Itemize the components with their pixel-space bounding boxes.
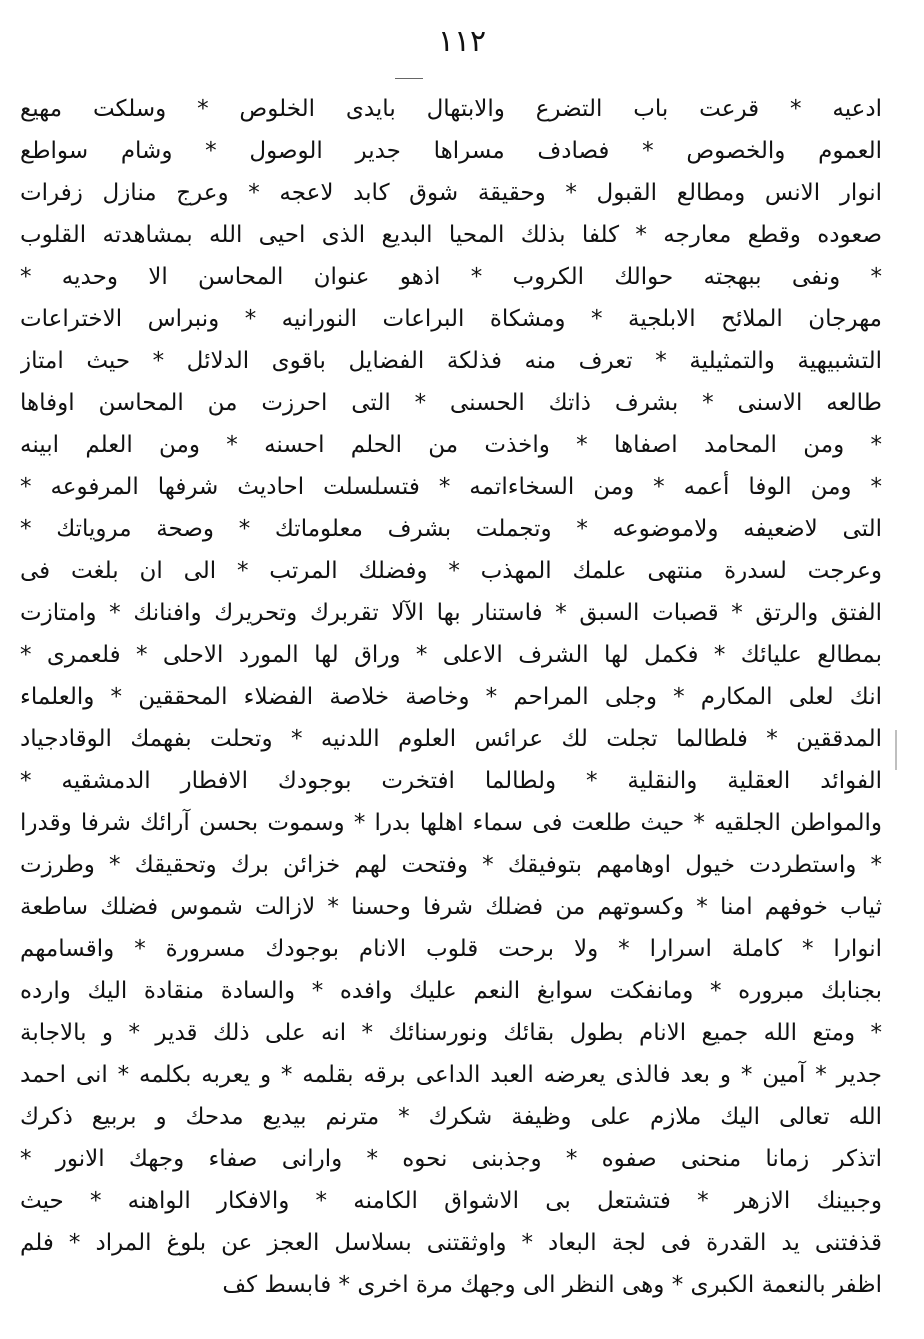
text-line: انوار الانس ومطالع القبول * وحقيقة شوق كابد لاعجه * وعرج منازل زفرات: [20, 180, 882, 206]
text-line: * ومتع الله جميع الانام بطول بقائك ونورسنائك * انه على ذلك قدير * و بالاجابة: [20, 1020, 882, 1046]
text-line: العموم والخصوص * فصادف مسراها جدير الوصول * وشام سواطع: [20, 138, 882, 164]
text-line: * ومن المحامد اصفاها * واخذت من الحلم احسنه * ومن العلم ابينه: [20, 432, 882, 458]
text-line: بمطالع عليائك * فكمل لها الشرف الاعلى * وراق لها المورد الاحلى * فلعمرى *: [20, 642, 882, 668]
text-line: التشبيهية والتمثيلية * تعرف منه فذلكة الفضايل باقوى الدلائل * حيث امتاز: [20, 348, 882, 374]
text-line: ثياب خوفهم امنا * وكسوتهم من فضلك شرفا وحسنا * لازالت شموس فضلك ساطعة: [20, 894, 882, 920]
text-line: الله تعالى اليك ملازم على وظيفة شكرك * مترنم بيديع مدحك و بربيع ذكرك: [20, 1104, 882, 1130]
margin-mark: [895, 730, 897, 770]
text-line: وعرجت لسدرة منتهى علمك المهذب * وفضلك المرتب * الى ان بلغت فى: [20, 558, 882, 584]
text-line: ادعيه * قرعت باب التضرع والابتهال بايدى الخلوص * وسلكت مهيع: [20, 96, 882, 122]
text-line: والمواطن الجلقيه * حيث طلعت فى سماء اهلها بدرا * وسموت بحسن آرائك شرفا وقدرا: [20, 810, 882, 836]
text-line: * ومن الوفا أعمه * ومن السخاءاتمه * فتسلسلت احاديث شرفها المرفوعه *: [20, 474, 882, 500]
text-line: وجبينك الازهر * فتشتعل بى الاشواق الكامنه * والافكار الواهنه * حيث: [20, 1188, 882, 1214]
text-line: مهرجان الملائح الابلجية * ومشكاة البراعات النورانيه * ونبراس الاختراعات: [20, 306, 882, 332]
text-line: الفتق والرتق * قصبات السبق * فاستنار بها الآلا تقربرك وتحريرك وافنانك * وامتازت: [20, 600, 882, 626]
text-line: اتذكر زمانا منحنى صفوه * وجذبنى نحوه * وارانى صفاء وجهك الانور *: [20, 1146, 882, 1172]
text-line: المدققين * فلطالما تجلت لك عرائس العلوم اللدنيه * وتحلت بفهمك الوقادجياد: [20, 726, 882, 752]
page-number: ١١٢: [437, 24, 487, 59]
text-line: الفوائد العقلية والنقلية * ولطالما افتخرت بوجودك الافطار الدمشقيه *: [20, 768, 882, 794]
text-line: قذفتنى يد القدرة فى لجة البعاد * واوثقتنى بسلاسل العجز عن بلوغ المراد * فلم: [20, 1230, 882, 1256]
text-line: بجنابك مبروره * ومانفكت سوابغ النعم عليك وافده * والسادة منقادة اليك وارده: [20, 978, 882, 1004]
text-line: * واستطردت خيول اوهامهم بتوفيقك * وفتحت لهم خزائن برك وتحقيقك * وطرزت: [20, 852, 882, 878]
text-line: التى لاضعيفه ولاموضوعه * وتجملت بشرف معلوماتك * وصحة مروياتك *: [20, 516, 882, 542]
body-text: [20, 88, 882, 1306]
text-line: انك لعلى المكارم * وجلى المراحم * وخاصة خلاصة الفضلاء المحققين * والعلماء: [20, 684, 882, 710]
text-line: جدير * آمين * و بعد فالذى يعرضه العبد الداعى برقه بقلمه * و يعربه بكلمه * انى احمد: [20, 1062, 882, 1088]
text-line: صعوده وقطع معارجه * كلفا بذلك المحيا البديع الذى احيى الله بمشاهدته القلوب: [20, 222, 882, 248]
text-line: * ونفى ببهجته حوالك الكروب * اذهو عنوان المحاسن الا وحديه *: [20, 264, 882, 290]
text-line: طالعه الاسنى * بشرف ذاتك الحسنى * التى احرزت من المحاسن اوفاها: [20, 390, 882, 416]
text-line: اظفر بالنعمة الكبرى * وهى النظر الى وجهك مرة اخرى * فابسط كف: [222, 1272, 882, 1298]
text-line: انوارا * كاملة اسرارا * ولا برحت قلوب الانام بوجودك مسرورة * واقسامهم: [20, 936, 882, 962]
page-number-rule: [395, 78, 423, 79]
